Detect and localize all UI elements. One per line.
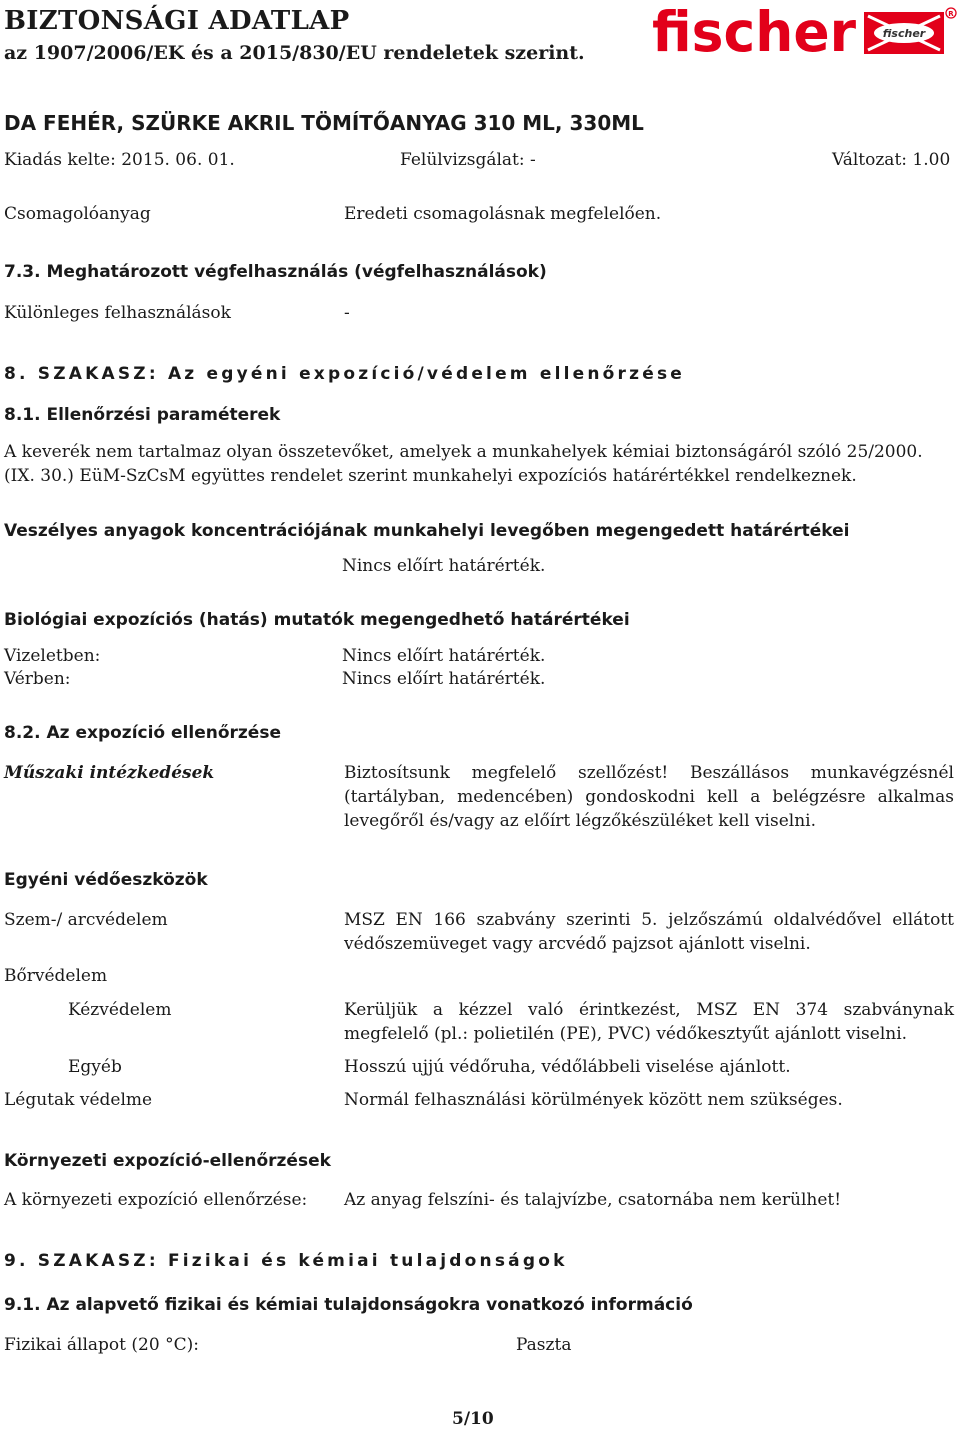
environmental-label: A környezeti expozíció ellenőrzése: xyxy=(4,1190,308,1210)
hand-protection-value: Kerüljük a kézzel való érintkezést, MSZ EN 374 szabványnak megfelelő (pl.: polietilén (PE), PVC) védőkesztyűt ajánlott viselni. xyxy=(344,1000,954,1044)
environmental-heading: Környezeti expozíció-ellenőrzések xyxy=(4,1151,331,1171)
control-parameters-line-2: (IX. 30.) EüM-SzCsM együttes rendelet szerint munkahelyi expozíciós határértékkel rendelkeznek. xyxy=(4,466,857,486)
special-uses-label: Különleges felhasználások xyxy=(4,303,231,323)
section-8-1-heading: 8.1. Ellenőrzési paraméterek xyxy=(4,405,281,425)
blood-label: Vérben: xyxy=(4,669,71,689)
product-name: DA FEHÉR, SZÜRKE AKRIL TÖMÍTŐANYAG 310 ML, 330ML xyxy=(4,111,644,135)
issue-date: Kiadás kelte: 2015. 06. 01. xyxy=(4,150,235,170)
technical-measures-value: Biztosítsunk megfelelő szellőzést! Beszállásos munkavégzésnél (tartályban, medencében) gondoskodni kell a belégzésre alkalmas levegőről és/vagy az előírt légzőkészüléket kell viselni. xyxy=(344,763,954,831)
version: Változat: 1.00 xyxy=(832,150,951,170)
eye-protection-value: MSZ EN 166 szabvány szerinti 5. jelzőszámú oldalvédővel ellátott védőszemüveget vagy arcvédő pajzsot ajánlott viselni. xyxy=(344,910,954,954)
section-8-title: 8. SZAKASZ: Az egyéni expozíció/védelem ellenőrzése xyxy=(4,364,685,384)
hand-protection-label: Kézvédelem xyxy=(68,1000,172,1020)
section-9-title: 9. SZAKASZ: Fizikai és kémiai tulajdonságok xyxy=(4,1251,568,1271)
biological-limits-heading: Biológiai expozíciós (hatás) mutatók megengedhető határértékei xyxy=(4,610,630,630)
workplace-limits-value: Nincs előírt határérték. xyxy=(342,556,546,576)
document-title: BIZTONSÁGI ADATLAP xyxy=(4,6,350,36)
control-parameters-line-1: A keverék nem tartalmaz olyan összetevőket, amelyek a munkahelyek kémiai biztonságáról szóló 25/2000. xyxy=(4,442,923,462)
packaging-value: Eredeti csomagolásnak megfelelően. xyxy=(344,204,662,224)
logo-wordmark: fischer xyxy=(652,6,856,58)
regulation-reference: az 1907/2006/EK és a 2015/830/EU rendeletek szerint. xyxy=(4,42,585,64)
environmental-value: Az anyag felszíni- és talajvízbe, csatornába nem kerülhet! xyxy=(344,1190,842,1210)
workplace-limits-heading: Veszélyes anyagok koncentrációjának munkahelyi levegőben megengedett határértékei xyxy=(4,521,850,541)
eye-protection-label: Szem-/ arcvédelem xyxy=(4,910,168,930)
fischer-logo xyxy=(652,6,958,58)
ppe-heading: Egyéni védőeszközök xyxy=(4,870,208,890)
respiratory-protection-value: Normál felhasználási körülmények között nem szükséges. xyxy=(344,1090,843,1110)
other-protection-value: Hosszú ujjú védőruha, védőlábbeli viselése ajánlott. xyxy=(344,1057,791,1077)
other-protection-label: Egyéb xyxy=(68,1057,122,1077)
technical-measures-label: Műszaki intézkedések xyxy=(4,763,215,783)
physical-state-value: Paszta xyxy=(516,1335,572,1355)
blood-value: Nincs előírt határérték. xyxy=(342,669,546,689)
respiratory-protection-label: Légutak védelme xyxy=(4,1090,153,1110)
urine-value: Nincs előírt határérték. xyxy=(342,646,546,666)
revision: Felülvizsgálat: - xyxy=(400,150,536,170)
logo-badge-text: fischer xyxy=(882,27,926,40)
special-uses-value: - xyxy=(344,303,350,323)
packaging-label: Csomagolóanyag xyxy=(4,204,151,224)
urine-label: Vizeletben: xyxy=(4,646,101,666)
section-7-3-heading: 7.3. Meghatározott végfelhasználás (végfelhasználások) xyxy=(4,262,547,282)
section-8-2-heading: 8.2. Az expozíció ellenőrzése xyxy=(4,723,281,743)
page-number: 5/10 xyxy=(452,1409,494,1429)
physical-state-label: Fizikai állapot (20 °C): xyxy=(4,1335,199,1355)
section-9-1-heading: 9.1. Az alapvető fizikai és kémiai tulajdonságokra vonatkozó információ xyxy=(4,1295,693,1315)
svg-text:R: R xyxy=(948,10,954,18)
skin-protection-label: Bőrvédelem xyxy=(4,966,108,986)
